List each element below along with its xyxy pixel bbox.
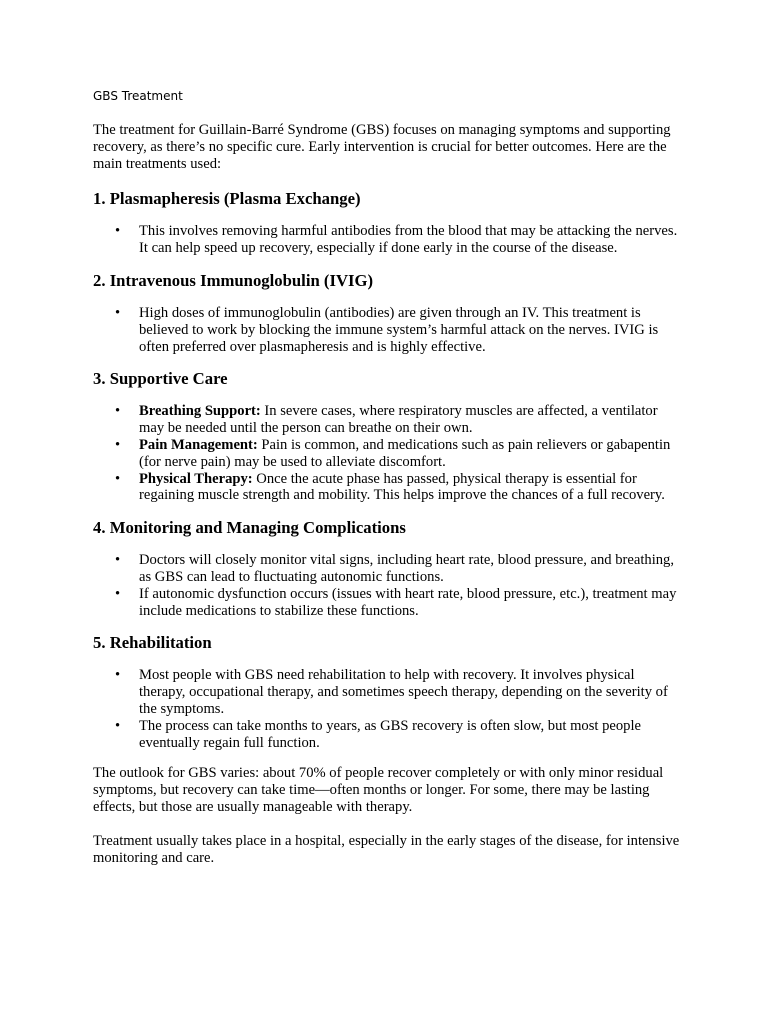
section-heading-plasmapheresis: 1. Plasmapheresis (Plasma Exchange) [93,189,361,209]
list-item-text: Doctors will closely monitor vital signs, including heart rate, blood pressure, and breathing, as GBS can lead to fluctuating autonomic functions. [139,552,674,585]
list-item [93,305,683,355]
list-item-text: High doses of immunoglobulin (antibodies) are given through an IV. This treatment is believed to work by blocking the immune system’s harmful attack on the nerves. IVIG is often preferred over plasmapheresis and is highly effective. [139,304,659,355]
document-title: GBS Treatment [93,89,183,103]
supportive-care-list [93,403,683,504]
section-heading-ivig: 2. Intravenous Immunoglobulin (IVIG) [93,270,374,290]
intro-paragraph: The treatment for Guillain-Barré Syndrome (GBS) focuses on managing symptoms and supporting recovery, as there’s no specific cure. Early intervention is crucial for better outcomes. Here are the main treatments used: [93,122,671,172]
list-item-text: The process can take months to years, as GBS recovery is often slow, but most people eventually regain full function. [139,717,642,751]
section-heading-supportive-care: 3. Supportive Care [93,369,228,389]
list-item [93,667,683,717]
list-item-text: This involves removing harmful antibodies from the blood that may be attacking the nerves. It can help speed up recovery, especially if done early in the course of the disease. [139,223,678,257]
list-item [93,586,683,620]
document-body [93,122,683,883]
list-item-label: Physical Therapy: [139,470,253,487]
list-item-label: Breathing Support: [139,403,261,420]
rehabilitation-list [93,667,683,751]
list-item [93,403,683,437]
list-item-text: Once the acute phase has passed, physical therapy is essential for regaining muscle strength and mobility. This helps improve the chances of a full recovery. [139,470,665,504]
plasmapheresis-list [93,223,683,257]
list-item-text: Pain is common, and medications such as pain relievers or gabapentin (for nerve pain) may be used to alleviate discomfort. [139,436,671,470]
list-item [93,437,683,471]
closing-paragraph: Treatment usually takes place in a hospital, especially in the early stages of the disease, for intensive monitoring and care. [93,832,680,866]
section-heading-monitoring: 4. Monitoring and Managing Complications [93,518,406,538]
list-item-text: If autonomic dysfunction occurs (issues with heart rate, blood pressure, etc.), treatment may include medications to stabilize these functions. [139,585,677,619]
list-item [93,223,683,257]
outlook-paragraph: The outlook for GBS varies: about 70% of people recover completely or with only minor residual symptoms, but recovery can take time—often months or longer. For some, there may be lasting effects, but those are usually manageable with therapy. [93,765,664,815]
monitoring-list [93,552,683,619]
section-heading-rehabilitation: 5. Rehabilitation [93,633,212,653]
list-item-text: In severe cases, where respiratory muscles are affected, a ventilator may be needed until the person can breathe on their own. [139,403,658,437]
list-item-text: Most people with GBS need rehabilitation to help with recovery. It involves physical therapy, occupational therapy, and sometimes speech therapy, depending on the severity of the symptoms. [139,667,668,717]
list-item [93,552,683,586]
ivig-list [93,305,683,355]
list-item [93,718,683,752]
list-item [93,471,683,505]
list-item-label: Pain Management: [139,436,258,453]
